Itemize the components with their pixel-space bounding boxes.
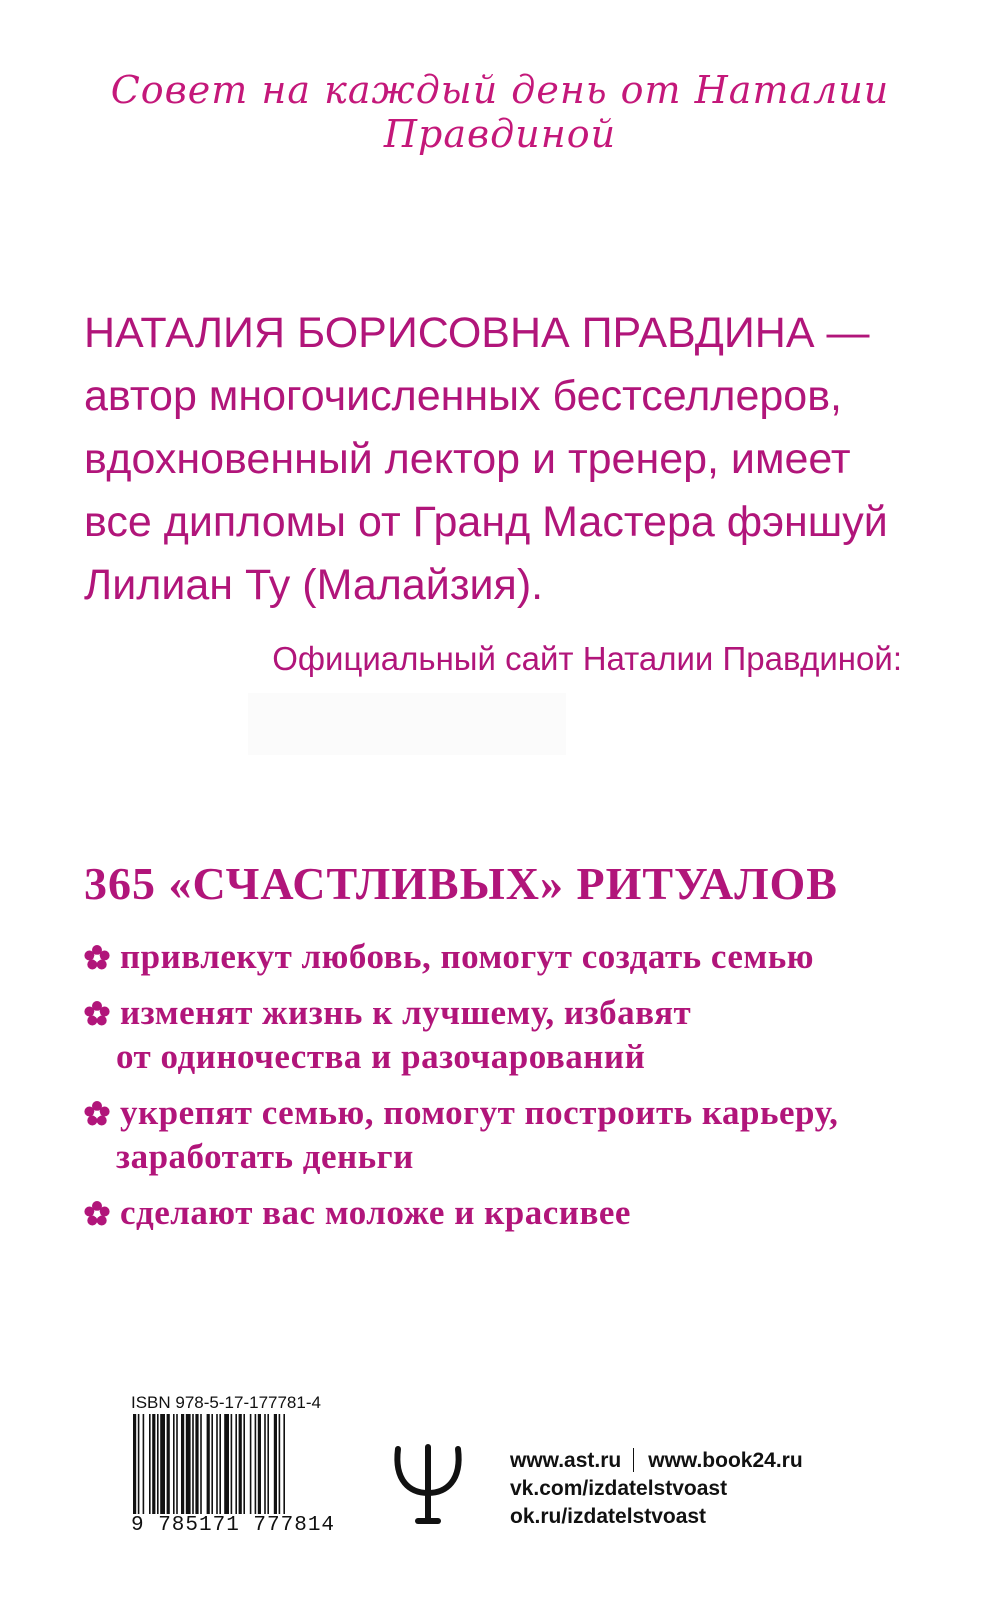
benefit-item [84, 1191, 944, 1235]
barcode-bar [250, 1414, 252, 1514]
series-title: Совет на каждый день от Наталии Правдиной [110, 68, 890, 156]
rituals-heading: 365 «СЧАСТЛИВЫХ» РИТУАЛОВ [84, 858, 838, 909]
barcode-bar [211, 1414, 213, 1514]
barcode-bar [149, 1414, 151, 1514]
benefit-item [84, 935, 944, 979]
barcode-bar [181, 1414, 184, 1514]
barcode-bar [133, 1414, 136, 1514]
barcode-bar [167, 1414, 170, 1514]
isbn-label: ISBN 978-5-17-177781-4 [131, 1393, 321, 1412]
ok-link[interactable]: ok.ru/izdatelstvoast [510, 1505, 707, 1528]
barcode-bar [258, 1414, 261, 1514]
barcode-bar [192, 1414, 194, 1514]
benefit-line: от одиночества и разочарований [116, 1037, 646, 1076]
barcode-bar [274, 1414, 277, 1514]
barcode-bar [207, 1414, 210, 1514]
barcode-icon [131, 1414, 341, 1514]
barcode-bar [267, 1414, 269, 1514]
barcode-bar [160, 1414, 165, 1514]
links-divider [633, 1448, 634, 1472]
flower-icon [84, 945, 110, 971]
barcode-bar [283, 1414, 285, 1514]
barcode-bar [176, 1414, 178, 1514]
barcode-digits: 9 785171 777814 [131, 1514, 336, 1537]
bio-line: все дипломы от Гранд Мастера фэншуй [84, 498, 888, 546]
barcode-bar [195, 1414, 198, 1514]
barcode-bar [216, 1414, 218, 1514]
barcode-bar [224, 1414, 229, 1514]
ast-link[interactable]: www.ast.ru [510, 1449, 622, 1472]
barcode-bar [186, 1414, 191, 1514]
barcode-bar [152, 1414, 155, 1514]
benefit-line: заработать деньги [116, 1137, 414, 1176]
benefit-line: изменят жизнь к лучшему, избавят [120, 993, 692, 1032]
barcode-bar [200, 1414, 202, 1514]
flower-icon [84, 1001, 110, 1027]
barcode-bar [231, 1414, 233, 1514]
barcode-bar [279, 1414, 281, 1514]
bio-line: автор многочисленных бестселлеров, [84, 372, 842, 420]
bio-line: вдохновенный лектор и тренер, имеет [84, 435, 851, 483]
benefit-item [84, 1091, 944, 1179]
barcode-bar [157, 1414, 159, 1514]
benefit-item [84, 991, 944, 1079]
barcode-bar [239, 1414, 242, 1514]
benefits-list [84, 935, 944, 1235]
barcode-bar [264, 1414, 266, 1514]
benefit-line: укрепят семью, помогут построить карьеру, [120, 1093, 839, 1132]
benefit-line: сделают вас моложе и красивее [120, 1193, 631, 1232]
barcode-bar [138, 1414, 140, 1514]
book24-link[interactable]: www.book24.ru [648, 1449, 803, 1472]
author-bio [84, 302, 924, 617]
barcode-bar [143, 1414, 145, 1514]
publisher-links [510, 1447, 803, 1531]
barcode-bar [255, 1414, 257, 1514]
barcode-bar [243, 1414, 245, 1514]
official-site-label: Официальный сайт Наталии Правдиной: [272, 640, 902, 677]
trident-logo-icon [388, 1441, 468, 1527]
barcode-bar [235, 1414, 237, 1514]
official-site-placeholder [248, 693, 566, 755]
flower-icon [84, 1201, 110, 1227]
links-row [510, 1447, 803, 1475]
benefit-line: привлекут любовь, помогут создать семью [120, 937, 815, 976]
flower-icon [84, 1101, 110, 1127]
barcode-bar [173, 1414, 175, 1514]
barcode-bar [219, 1414, 221, 1514]
bio-line: НАТАЛИЯ БОРИСОВНА ПРАВДИНА — [84, 309, 870, 357]
bio-line: Лилиан Ту (Малайзия). [84, 561, 544, 609]
vk-link[interactable]: vk.com/izdatelstvoast [510, 1477, 728, 1500]
